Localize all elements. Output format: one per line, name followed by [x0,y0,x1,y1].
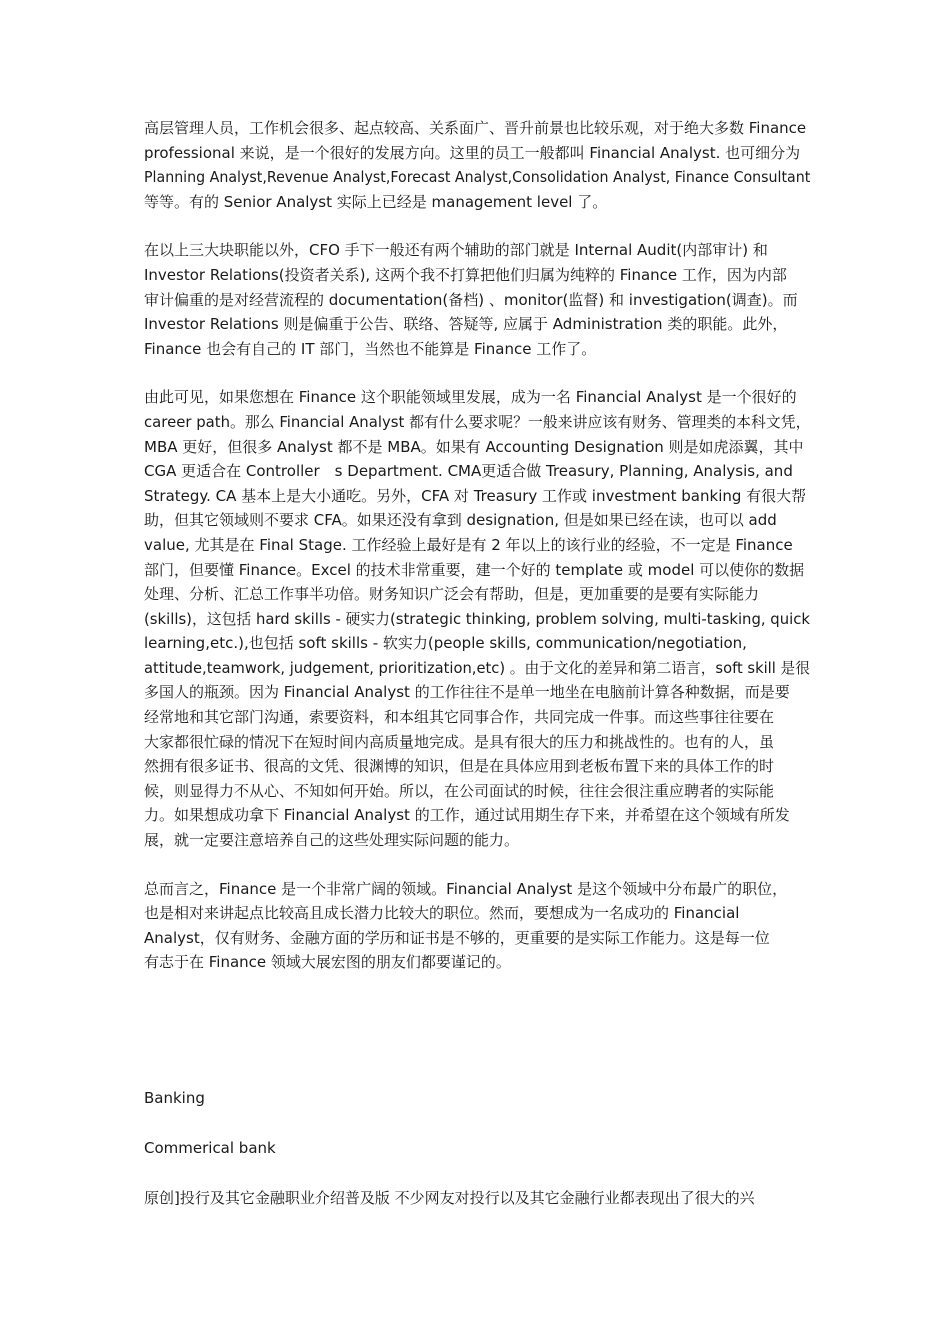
text-line: 有志于在 Finance 领域大展宏图的朋友们都要谨记的。 [144,953,511,972]
text-line: value, 尤其是在 Final Stage. 工作经验上最好是有 2 年以上的该行业的经验，不一定是 Finance [144,535,793,554]
text-line: 处理、分析、汇总工作事半功倍。财务知识广泛会有帮助，但是，更加重要的是要有实际能力 [144,585,760,604]
text-line: CGA 更适合在 Controller s Department. CMA更适合做 Treasury, Planning, Analysis, and [144,462,793,481]
text-line: 部门，但要懂 Finance。Excel 的技术非常重要，建一个好的 template 或 model 可以使你的数据 [144,560,805,579]
text-line: 大家都很忙碌的情况下在短时间内高质量地完成。是具有很大的压力和挑战性的。也有的人，虽 [144,732,775,751]
text-line: 展，就一定要注意培养自己的这些处理实际问题的能力。 [144,831,520,850]
text-line: Planning Analyst,Revenue Analyst,Forecast Analyst,Consolidation Analyst, Finance Consultant [144,168,811,187]
text-line: 助，但其它领域则不要求 CFA。如果还没有拿到 designation, 但是如果已经在读，也可以 add [144,511,777,530]
text-line: 在以上三大块职能以外，CFO 手下一般还有两个辅助的部门就是 Internal Audit(内部审计) 和 [144,241,768,260]
intro-line-investment-banking: 原创]投行及其它金融职业介绍普及版 不少网友对投行以及其它金融行业都表现出了很大的兴 [144,1189,755,1207]
paragraph-analyst-requirements [144,385,810,852]
paragraph-conclusion [144,877,810,975]
heading-banking: Banking [144,1089,205,1107]
text-line: Investor Relations 则是偏重于公告、联络、答疑等, 应属于 Administration 类的职能。此外， [144,315,788,334]
text-line: 审计偏重的是对经营流程的 documentation(备档) 、monitor(监督) 和 investigation(调查)。而 [144,290,798,309]
text-line: Strategy. CA 基本上是大小通吃。另外，CFA 对 Treasury 工作或 investment banking 有很大帮 [144,486,807,505]
text-line: 经常地和其它部门沟通，索要资料，和本组其它同事合作，共同完成一件事。而这些事往往要在 [144,708,775,727]
text-line: 等等。有的 Senior Analyst 实际上已经是 management level 了。 [144,192,608,211]
text-line: Finance 也会有自己的 IT 部门，当然也不能算是 Finance 工作了。 [144,339,597,358]
text-line: MBA 更好，但很多 Analyst 都不是 MBA。如果有 Accounting Designation 则是如虎添翼，其中 [144,437,804,456]
text-line: 力。如果想成功拿下 Financial Analyst 的工作，通过试用期生存下来，并希望在这个领域有所发 [144,806,790,825]
heading-commercial-bank: Commerical bank [144,1139,276,1157]
paragraph-auxiliary-departments [144,238,810,361]
paragraph-finance-management [144,116,810,214]
text-line: 由此可见，如果您想在 Finance 这个职能领域里发展，成为一名 Financial Analyst 是一个很好的 [144,388,797,407]
text-line: attitude,teamwork, judgement, prioritization,etc) 。由于文化的差异和第二语言，soft skill 是很 [144,658,810,677]
text-line: 高层管理人员，工作机会很多、起点较高、关系面广、晋升前景也比较乐观，对于绝大多数 Finance [144,119,807,137]
text-line: (skills)，这包括 hard skills - 硬实力(strategic thinking, problem solving, multi-tasking, quick [144,609,810,628]
document-body [144,116,810,999]
text-line: career path。那么 Financial Analyst 都有什么要求呢？一般来讲应该有财务、管理类的本科文凭， [144,412,811,431]
text-line: 也是相对来讲起点比较高且成长潜力比较大的职位。然而，要想成为一名成功的 Financial [144,904,740,923]
text-line: Investor Relations(投资者关系), 这两个我不打算把他们归属为纯粹的 Finance 工作，因为内部 [144,265,787,284]
text-line: 然拥有很多证书、很高的文凭、很渊博的知识，但是在具体应用到老板布置下来的具体工作的时 [144,757,775,776]
text-line: 总而言之，Finance 是一个非常广阔的领域。Financial Analyst 是这个领域中分布最广的职位， [144,879,788,898]
text-line: professional 来说，是一个很好的发展方向。这里的员工一般都叫 Financial Analyst. 也可细分为 [144,143,801,162]
text-line: 候，则显得力不从心、不知如何开始。所以，在公司面试的时候，往往会很注重应聘者的实际能 [144,781,775,800]
text-line: learning,etc.),也包括 soft skills - 软实力(people skills, communication/negotiation, [144,634,747,653]
text-line: Analyst，仅有财务、金融方面的学历和证书是不够的，更重要的是实际工作能力。这是每一位 [144,928,770,947]
text-line: 多国人的瓶颈。因为 Financial Analyst 的工作往往不是单一地坐在电脑前计算各种数据，而是要 [144,683,790,702]
